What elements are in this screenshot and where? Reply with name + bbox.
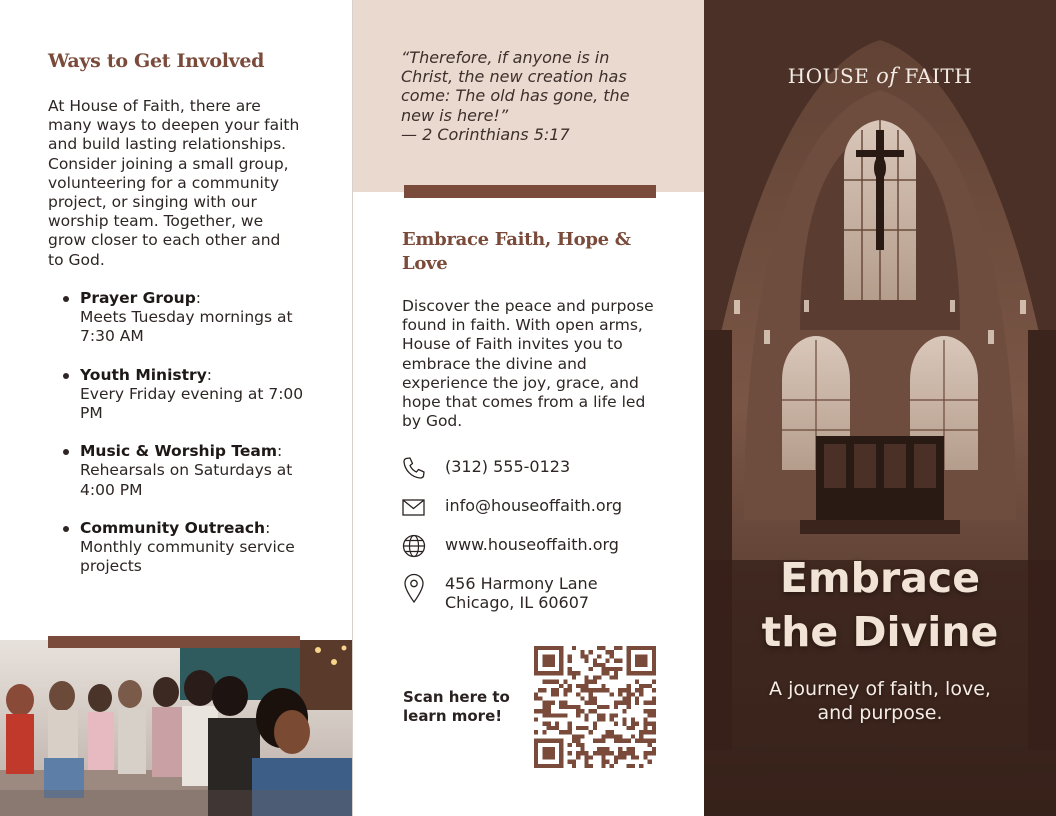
activity-detail: Monthly community service projects (80, 538, 295, 576)
phone-icon (401, 455, 427, 481)
logo-text-faith: FAITH (904, 64, 973, 88)
activity-name: Music & Worship Team (80, 442, 278, 461)
left-accent-bar (48, 636, 300, 648)
email-address[interactable]: info@houseoffaith.org (445, 496, 623, 515)
activity-name: Prayer Group (80, 289, 196, 307)
involvement-intro: At House of Faith, there are many ways to deepen your faith and build lasting relationships. Consider joining a small group, volunteering for a community project, or singing with our worship team. Together, we grow closer to each other and to God. (48, 97, 300, 269)
activity-prayer-group: Prayer Group: Meets Tuesday mornings at 7:30 AM (80, 289, 304, 347)
activity-youth-ministry: Youth Ministry: Every Friday evening at 7:00 PM (80, 365, 304, 423)
middle-accent-bar (404, 185, 656, 198)
verse-reference: — 2 Corinthians 5:17 (401, 124, 570, 144)
house-of-faith-logo (704, 64, 1056, 88)
activity-name: Community Outreach (80, 518, 266, 537)
cover-title: Embrace the Divine (761, 554, 999, 656)
bible-verse (401, 48, 649, 144)
phone-number[interactable]: (312) 555-0123 (445, 457, 571, 476)
scan-label: Scan here to learn more! (403, 688, 510, 725)
activity-list (80, 289, 304, 595)
activity-name: Youth Ministry (80, 365, 207, 384)
activity-detail: Rehearsals on Saturdays at 4:00 PM (80, 461, 293, 499)
globe-icon (401, 533, 427, 559)
congregation-photo-illustration (0, 640, 352, 816)
ways-to-get-involved-heading: Ways to Get Involved (48, 50, 265, 72)
activity-music-worship: Music & Worship Team: Rehearsals on Saturdays at 4:00 PM (80, 442, 304, 500)
embrace-faith-heading: Embrace Faith, Hope & Love (402, 229, 631, 274)
inside-left-panel (0, 0, 352, 816)
activity-detail: Meets Tuesday mornings at 7:30 AM (80, 308, 293, 346)
activity-community-outreach: Community Outreach: Monthly community service projects (80, 519, 304, 577)
congregation-photo (0, 640, 352, 816)
inside-middle-panel (352, 0, 704, 816)
contact-address (401, 572, 598, 612)
envelope-icon (401, 494, 427, 520)
contact-website (401, 533, 619, 559)
qr-code[interactable] (534, 646, 656, 768)
cover-subtitle: A journey of faith, love, and purpose. (769, 678, 991, 724)
front-cover-panel (704, 0, 1056, 816)
verse-quote: “Therefore, if anyone is in Christ, the new creation has come: The old has gone, the new is here!” (401, 48, 630, 125)
logo-text-house: HOUSE (787, 64, 870, 88)
logo-text-of: of (876, 64, 898, 88)
activity-detail: Every Friday evening at 7:00 PM (80, 384, 304, 423)
street-address: 456 Harmony Lane Chicago, IL 60607 (445, 574, 598, 613)
qr-code-icon (534, 646, 656, 768)
website-url[interactable]: www.houseoffaith.org (445, 535, 619, 554)
invitation-text: Discover the peace and purpose found in faith. With open arms, House of Faith invites you to embrace the divine and experience the joy, grace, and hope that comes from a life led by God. (402, 297, 654, 431)
location-pin-icon (401, 572, 427, 598)
contact-phone (401, 455, 570, 481)
verse-box (353, 0, 704, 192)
contact-email (401, 494, 622, 520)
